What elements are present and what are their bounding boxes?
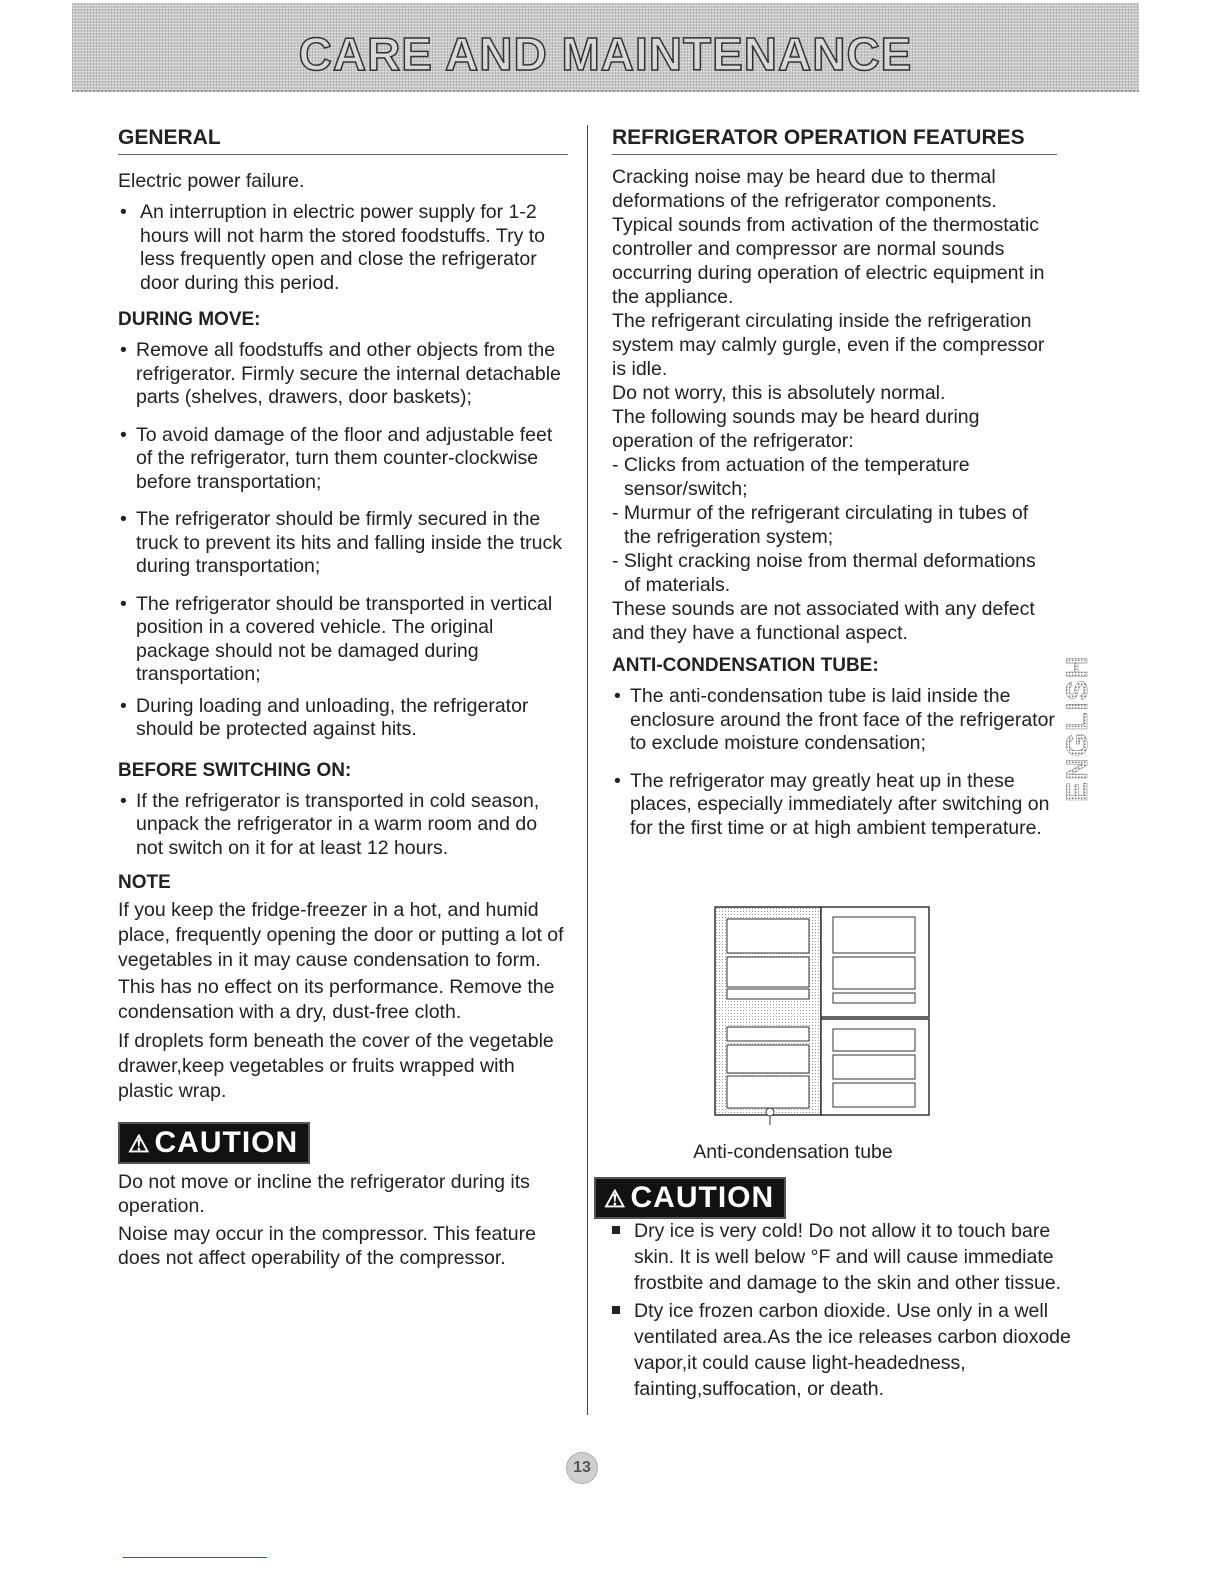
before-switching-heading: BEFORE SWITCHING ON: xyxy=(118,759,352,781)
features-line: Do not worry, this is absolutely normal. xyxy=(612,382,946,404)
warning-triangle-icon: ⚠ xyxy=(128,1131,151,1158)
shelf xyxy=(833,957,915,989)
shelf xyxy=(833,917,915,953)
shelf xyxy=(727,919,809,953)
tube-marker xyxy=(766,1108,774,1116)
move-bullet: • To avoid damage of the floor and adjustable feet of the refrigerator, turn them counter-clockwise before transportation; xyxy=(118,424,568,495)
shelf xyxy=(833,1083,915,1107)
column-divider xyxy=(587,125,588,1415)
caution-item: Dty ice frozen carbon dioxide. Use only in a well ventilated area.As the ice releases carbon dioxode vapor,it could cause light-headedness, fainting,suffocation, or death. xyxy=(612,1298,1087,1402)
caution-paragraph: Noise may occur in the compressor. This feature does not affect operability of the compressor. xyxy=(118,1223,536,1269)
features-line: - Clicks from actuation of the temperature sensor/switch; xyxy=(612,454,970,500)
power-failure-text: Electric power failure. xyxy=(118,170,305,192)
anti-condensation-bullet: • The refrigerator may greatly heat up in these places, especially immediately after switching on for the first time or at high ambient temperature. xyxy=(612,770,1057,841)
warning-triangle-icon: ⚠ xyxy=(604,1186,627,1213)
features-line: Cracking noise may be heard due to thermal deformations of the refrigerator components. xyxy=(612,166,997,212)
move-bullet: • Remove all foodstuffs and other objects from the refrigerator. Firmly secure the internal detachable parts (shelves, drawers, door baskets); xyxy=(118,339,568,410)
figure-caption: Anti-condensation tube xyxy=(693,1141,893,1163)
features-line: - Slight cracking noise from thermal deformations of materials. xyxy=(612,550,1036,596)
caution-badge-left xyxy=(118,1122,568,1164)
anti-condensation-bullet: • The anti-condensation tube is laid inside the enclosure around the front face of the refrigerator to exclude moisture condensation; xyxy=(612,685,1057,756)
caution-badge-right xyxy=(594,1177,786,1219)
right-column xyxy=(612,120,1057,840)
general-heading: GENERAL xyxy=(118,120,568,155)
before-switching-bullet: • If the refrigerator is transported in cold season, unpack the refrigerator in a warm room and do not switch on it for at least 12 hours. xyxy=(118,790,568,861)
power-failure-bullet: • An interruption in electric power supply for 1-2 hours will not harm the stored foodstuffs. Try to less frequently open and close the refrigerator door during this period. xyxy=(118,201,568,295)
move-bullet: • The refrigerator should be firmly secured in the truck to prevent its hits and falling inside the truck during transportation; xyxy=(118,508,568,579)
features-heading: REFRIGERATOR OPERATION FEATURES xyxy=(612,120,1057,155)
move-bullet: • During loading and unloading, the refrigerator should be protected against hits. xyxy=(118,695,568,742)
left-column xyxy=(118,120,568,1270)
caution-paragraph: Do not move or incline the refrigerator during its operation. xyxy=(118,1171,530,1217)
shelf xyxy=(833,1055,915,1079)
shelf xyxy=(833,993,915,1003)
features-line: - Murmur of the refrigerant circulating in tubes of the refrigeration system; xyxy=(612,502,1029,548)
caution-item: Dry ice is very cold! Do not allow it to touch bare skin. It is well below °F and will cause immediate frostbite and damage to the skin and other tissue. xyxy=(612,1218,1087,1296)
page-header-banner xyxy=(72,3,1139,92)
footer-line xyxy=(123,1557,267,1558)
features-line: Typical sounds from activation of the thermostatic controller and compressor are normal sounds occurring during operation of electric equipment in the appliance. xyxy=(612,214,1045,308)
page-title: CARE AND MAINTENANCE xyxy=(298,28,913,80)
side-tab-label: ENGLISH xyxy=(1061,654,1094,802)
note-paragraph: This has no effect on its performance. Remove the condensation with a dry, dust-free cloth. xyxy=(118,976,555,1023)
shelf xyxy=(727,957,809,987)
note-paragraph: If droplets form beneath the cover of the vegetable drawer,keep vegetables or fruits wrapped with plastic wrap. xyxy=(118,1030,554,1102)
shelf xyxy=(727,1027,809,1041)
page-number: 13 xyxy=(566,1452,598,1484)
caution-label: CAUTION xyxy=(154,1126,299,1159)
features-line: These sounds are not associated with any defect and they have a functional aspect. xyxy=(612,598,1035,644)
note-heading: NOTE xyxy=(118,872,171,893)
shelf xyxy=(727,989,809,999)
shelf xyxy=(727,1076,809,1108)
shelf xyxy=(833,1029,915,1051)
caution-label: CAUTION xyxy=(630,1181,775,1214)
note-paragraph: If you keep the fridge-freezer in a hot, and humid place, frequently opening the door or putting a lot of vegetables in it may cause condensation to form. xyxy=(118,899,564,971)
features-line: The following sounds may be heard during operation of the refrigerator: xyxy=(612,406,980,452)
caution-list xyxy=(612,1216,1087,1404)
anti-condensation-heading: ANTI-CONDENSATION TUBE: xyxy=(612,655,879,676)
fridge-diagram xyxy=(713,905,933,1125)
language-side-tab xyxy=(1061,630,1094,810)
move-bullet: • The refrigerator should be transported in vertical position in a covered vehicle. The original package should not be damaged during transportation; xyxy=(118,593,568,687)
shelf xyxy=(727,1045,809,1073)
features-line: The refrigerant circulating inside the refrigeration system may calmly gurgle, even if the compressor is idle. xyxy=(612,310,1045,380)
during-move-heading: DURING MOVE: xyxy=(118,309,261,330)
